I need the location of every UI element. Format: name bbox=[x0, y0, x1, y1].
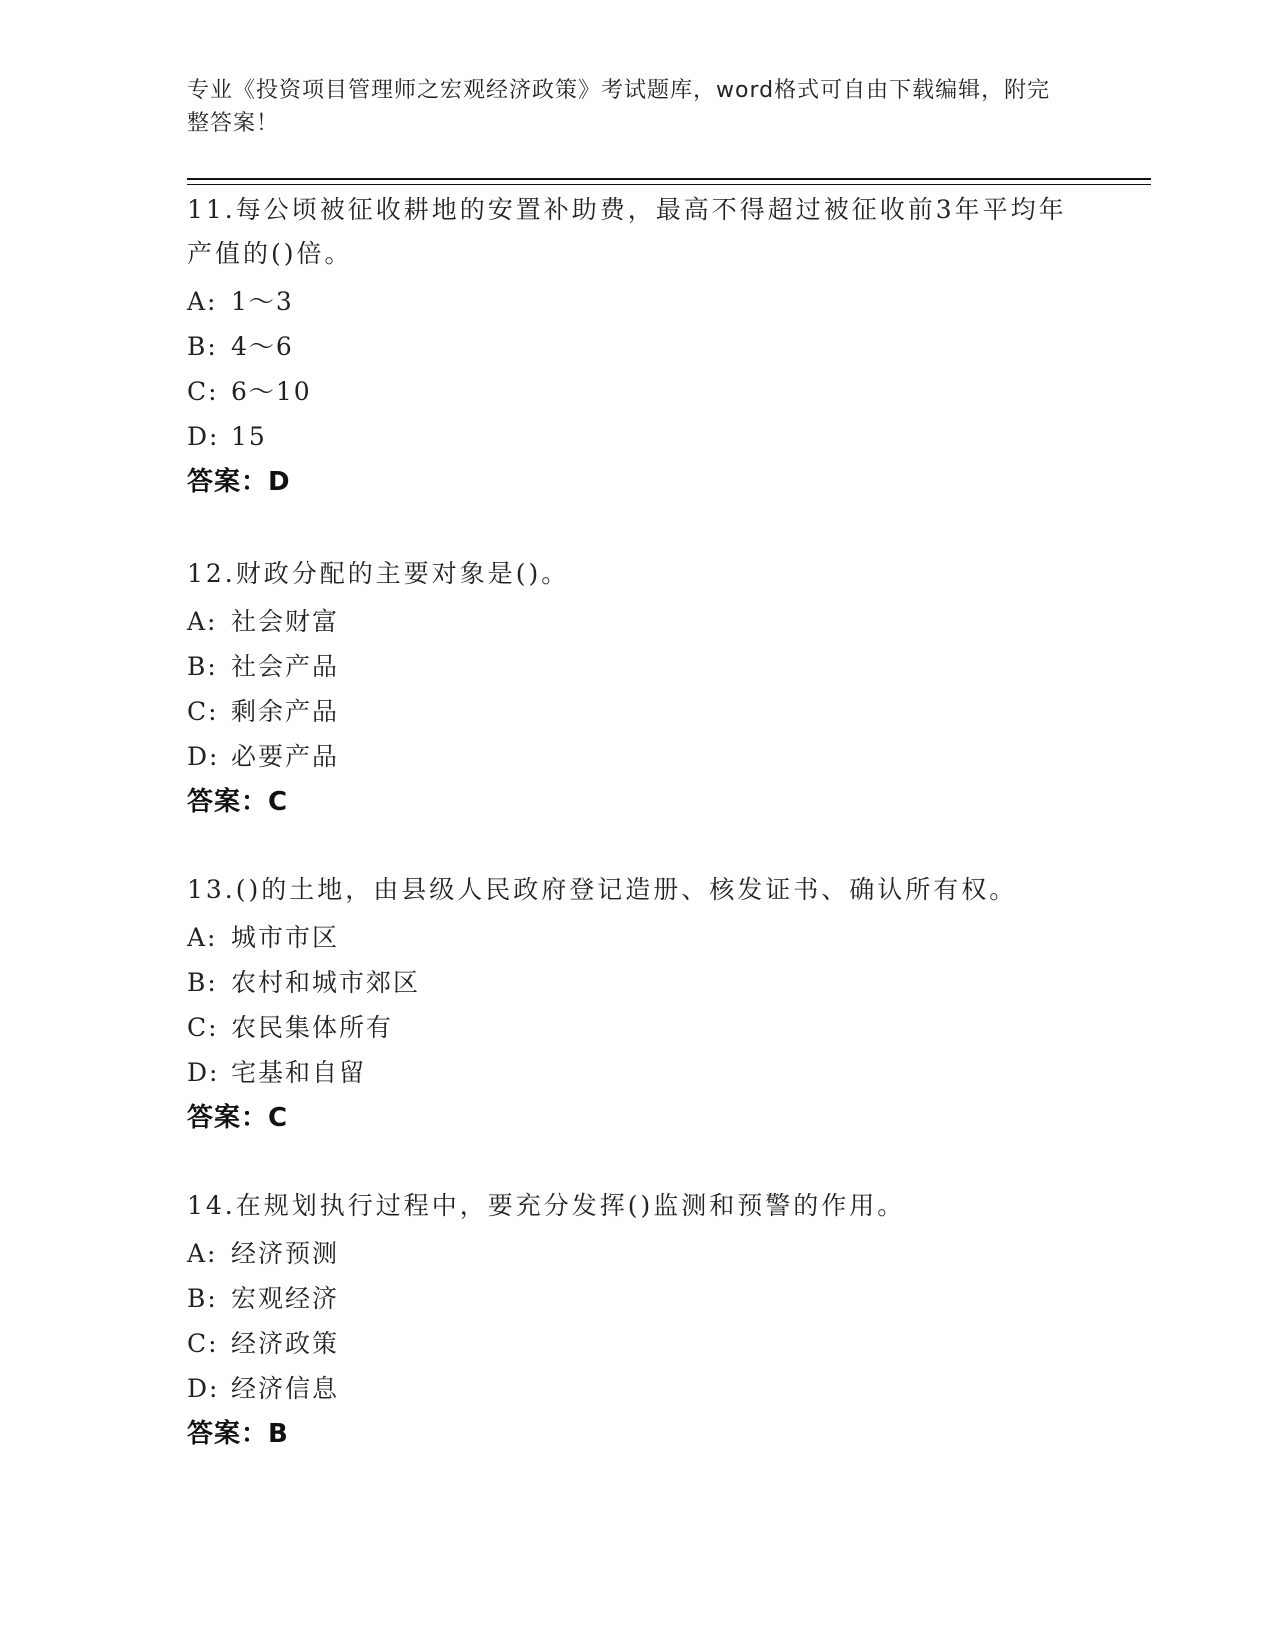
option-key: D: bbox=[187, 1374, 220, 1403]
option-key: D: bbox=[187, 1058, 220, 1087]
option-key: B: bbox=[187, 1284, 218, 1313]
option-d bbox=[187, 1366, 1087, 1411]
option-key: C: bbox=[187, 1329, 219, 1358]
option-key: C: bbox=[187, 1013, 219, 1042]
option-d bbox=[187, 1050, 1087, 1095]
option-c bbox=[187, 369, 1087, 414]
header-divider-thin bbox=[187, 184, 1151, 185]
answer-line: 答案：C bbox=[187, 1103, 289, 1133]
option-key: B: bbox=[187, 968, 218, 997]
question-13 bbox=[187, 868, 1087, 1141]
question-stem: 14.在规划执行过程中，要充分发挥()监测和预警的作用。 bbox=[187, 1191, 906, 1220]
option-text: 经济预测 bbox=[231, 1239, 340, 1268]
option-key: A: bbox=[187, 607, 218, 636]
option-c bbox=[187, 1321, 1087, 1366]
option-a bbox=[187, 599, 1087, 644]
question-stem: 11.每公顷被征收耕地的安置补助费，最高不得超过被征收前3年平均年产值的()倍。 bbox=[187, 195, 1067, 268]
document-header: 专业《投资项目管理师之宏观经济政策》考试题库，word格式可自由下载编辑，附完整答案！ bbox=[187, 78, 1051, 136]
option-text: 剩余产品 bbox=[231, 697, 340, 726]
answer-line: 答案：B bbox=[187, 1419, 289, 1449]
option-key: A: bbox=[187, 1239, 218, 1268]
question-stem: 13.()的土地，由县级人民政府登记造册、核发证书、确认所有权。 bbox=[187, 875, 1018, 904]
option-text: 宏观经济 bbox=[231, 1284, 340, 1313]
option-text: 宅基和自留 bbox=[231, 1058, 367, 1087]
option-key: D: bbox=[187, 742, 220, 771]
header-divider-thick bbox=[187, 178, 1151, 180]
option-d bbox=[187, 734, 1087, 779]
answer-line: 答案：C bbox=[187, 787, 289, 817]
option-key: A: bbox=[187, 923, 218, 952]
option-text: 经济政策 bbox=[231, 1329, 340, 1358]
question-12 bbox=[187, 552, 1087, 825]
option-c bbox=[187, 1005, 1087, 1050]
answer-line: 答案：D bbox=[187, 467, 291, 497]
option-a bbox=[187, 1231, 1087, 1276]
option-text: 社会财富 bbox=[231, 607, 340, 636]
option-c bbox=[187, 689, 1087, 734]
option-text: 城市市区 bbox=[231, 923, 340, 952]
option-b bbox=[187, 1276, 1087, 1321]
option-key: A: bbox=[187, 287, 218, 316]
option-a bbox=[187, 915, 1087, 960]
option-key: D: bbox=[187, 422, 220, 451]
option-a bbox=[187, 279, 1087, 324]
option-key: C: bbox=[187, 697, 219, 726]
option-text: 农村和城市郊区 bbox=[231, 968, 421, 997]
question-11 bbox=[187, 188, 1087, 505]
option-text: 必要产品 bbox=[231, 742, 340, 771]
option-d bbox=[187, 414, 1087, 459]
option-text: 社会产品 bbox=[231, 652, 340, 681]
option-text: 农民集体所有 bbox=[231, 1013, 394, 1042]
question-stem: 12.财政分配的主要对象是()。 bbox=[187, 559, 570, 588]
option-text: 经济信息 bbox=[231, 1374, 340, 1403]
option-key: B: bbox=[187, 652, 218, 681]
option-key: B: bbox=[187, 332, 218, 361]
option-key: C: bbox=[187, 377, 219, 406]
option-b bbox=[187, 960, 1087, 1005]
option-text: 1～3 bbox=[231, 287, 294, 316]
option-b bbox=[187, 644, 1087, 689]
option-text: 15 bbox=[231, 422, 267, 451]
question-14 bbox=[187, 1184, 1087, 1457]
option-text: 6～10 bbox=[231, 377, 312, 406]
option-b bbox=[187, 324, 1087, 369]
option-text: 4～6 bbox=[231, 332, 294, 361]
